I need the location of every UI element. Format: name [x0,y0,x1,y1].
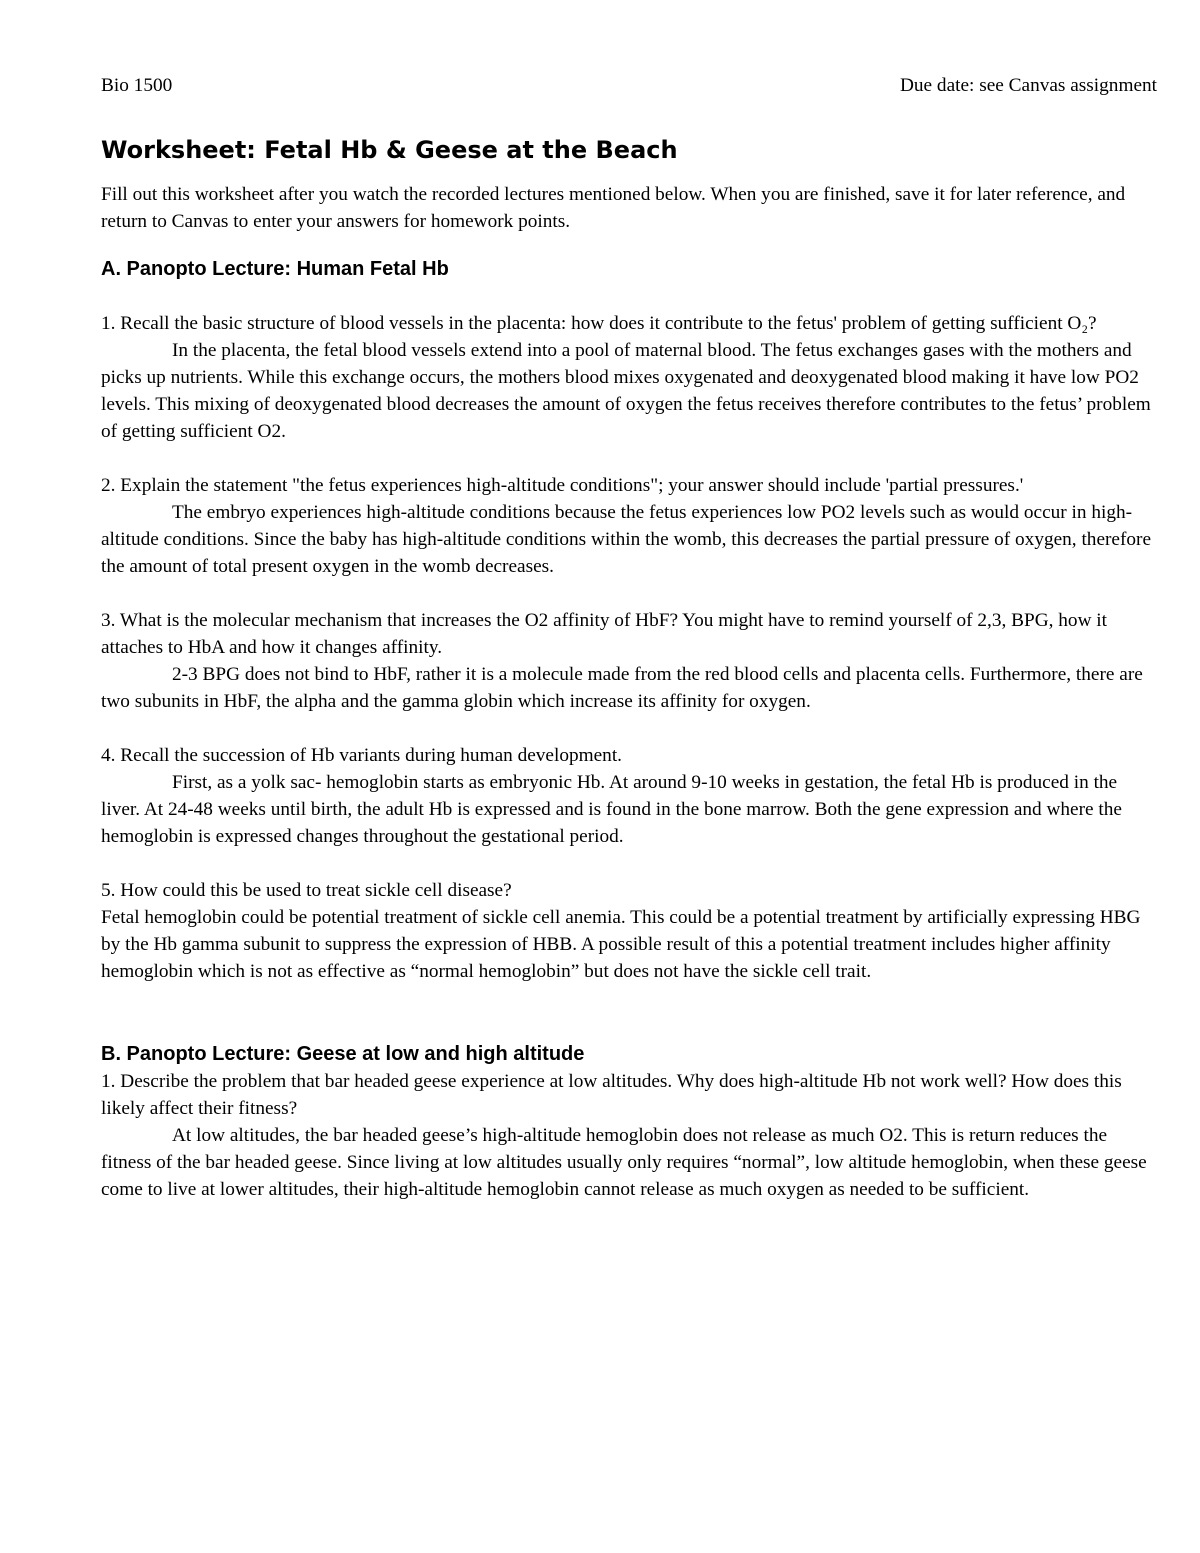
course-code: Bio 1500 [101,75,173,96]
due-date: Due date: see Canvas assignment [899,75,1157,96]
section-b-heading: B. Panopto Lecture: Geese at low and high altitude [101,1043,585,1065]
answer-text: In the placenta, the fetal blood vessels extend into a pool of maternal blood. The fetus exchanges gases with the mothers and picks up nutrients. While this exchange occurs, the mothers blood mixes oxygenated and deoxygenated blood making it have low PO2 levels. This mixing of deoxygenated blood decreases the amount of oxygen the fetus receives therefore contributes to the fetus’ problem of getting sufficient O2. [101,340,1151,442]
answer-text: Fetal hemoglobin could be potential treatment of sickle cell anemia. This could be a potential treatment by artificially expressing HBG by the Hb gamma subunit to suppress the expression of HBB. A possible result of this a potential treatment includes higher affinity hemoglobin which is not as effective as “normal hemoglobin” but does not have the sickle cell trait. [101,907,1141,982]
question-block-a2 [101,472,1157,580]
section-a-heading: A. Panopto Lecture: Human Fetal Hb [101,258,449,280]
question-block-b1 [101,1068,1157,1203]
question-block-a5 [101,877,1157,985]
question-block-a1 [101,310,1157,445]
question-text: 1. Describe the problem that bar headed geese experience at low altitudes. Why does high-altitude Hb not work well? How does this likely affect their fitness? [101,1071,1122,1119]
answer-text: First, as a yolk sac- hemoglobin starts as embryonic Hb. At around 9-10 weeks in gestation, the fetal Hb is produced in the liver. At 24-48 weeks until birth, the adult Hb is expressed and is found in the bone marrow. Both the gene expression and where the hemoglobin is expressed changes throughout the gestational period. [101,772,1122,847]
answer-text: The embryo experiences high-altitude conditions because the fetus experiences low PO2 levels such as would occur in high-altitude conditions. Since the baby has high-altitude conditions within the womb, this decreases the partial pressure of oxygen, therefore the amount of total present oxygen in the womb decreases. [101,502,1152,577]
question-text: 3. What is the molecular mechanism that increases the O2 affinity of HbF? You might have to remind yourself of 2,3, BPG, how it attaches to HbA and how it changes affinity. [101,610,1108,658]
question-text: 1. Recall the basic structure of blood vessels in the placenta: how does it contribute to the fetus' problem of getting sufficient O₂? [101,313,1097,334]
answer-text: At low altitudes, the bar headed geese’s high-altitude hemoglobin does not release as much O2. This is return reduces the fitness of the bar headed geese. Since living at low altitudes usually only requires “normal”, low altitude hemoglobin, when these geese come to live at lower altitudes, their high-altitude hemoglobin cannot release as much oxygen as needed to be sufficient. [101,1125,1147,1200]
worksheet-page [101,72,1157,1203]
page-title: Worksheet: Fetal Hb & Geese at the Beach [101,136,678,164]
question-text: 4. Recall the succession of Hb variants during human development. [101,745,622,766]
page-header [101,72,1157,99]
question-block-a3 [101,607,1157,715]
answer-text: 2-3 BPG does not bind to HbF, rather it is a molecule made from the red blood cells and placenta cells. Furthermore, there are two subunits in HbF, the alpha and the gamma globin which increase its affinity for oxygen. [101,664,1143,712]
question-text: 2. Explain the statement "the fetus experiences high-altitude conditions"; your answer should include 'partial pressures.' [101,475,1024,496]
question-text: 5. How could this be used to treat sickle cell disease? [101,880,512,901]
question-block-a4 [101,742,1157,850]
intro-paragraph: Fill out this worksheet after you watch the recorded lectures mentioned below. When you are finished, save it for later reference, and return to Canvas to enter your answers for homework points. [101,184,1126,232]
